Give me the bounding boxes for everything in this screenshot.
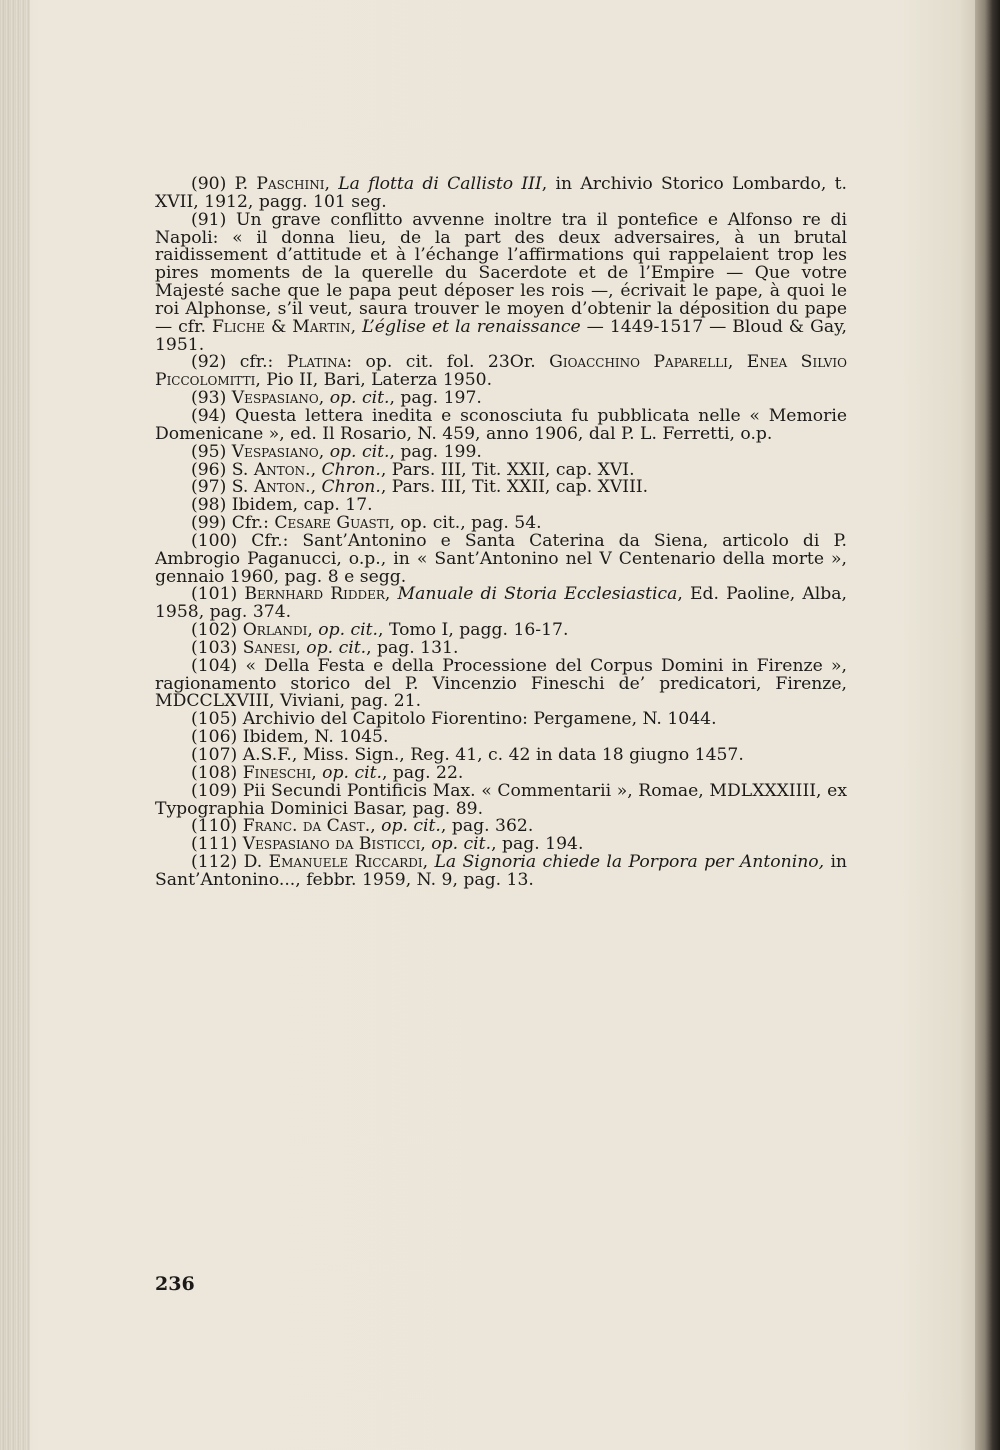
footnote [155, 209, 847, 355]
footnote-text: Fineschi [242, 762, 312, 783]
footnote-text: , [310, 477, 322, 498]
footnote-text: , Pio II, Bari, Laterza 1950. [255, 370, 493, 391]
footnote-text: P. [234, 174, 257, 194]
footnote-text: Emanuele Riccardi [268, 852, 423, 873]
footnote-number: (97) [191, 477, 227, 498]
footnote-text: , [318, 441, 330, 462]
footnote-number: (91) [191, 209, 227, 230]
footnote-text: op. cit. [318, 620, 379, 641]
footnote-number: (94) [191, 405, 227, 426]
footnote-text: , [311, 762, 323, 783]
footnote-number: (111) [191, 834, 238, 855]
footnote-text: , [295, 637, 307, 658]
footnote-text: S. [231, 459, 254, 480]
page-stack-edge [0, 0, 30, 1450]
footnote [155, 405, 847, 444]
footnote-text: Franc. da Cast. [242, 816, 371, 837]
footnote-text: , Pars. III, Tit. XXII, cap. XVIII. [380, 477, 649, 498]
footnote-text: A.S.F., Miss. Sign., Reg. 41, c. 42 in data 18 giugno 1457. [242, 745, 744, 765]
footnote-text: , [307, 620, 319, 641]
footnote-text: op. cit. [381, 816, 441, 837]
footnote-text: Vespasiano [231, 388, 319, 409]
footnote-text: , in Archivio Storico Lombardo, t. XVII, 1912, pagg. 101 seg. [155, 174, 847, 212]
footnote-text: , pag. 22. [381, 762, 464, 783]
footnote-text: Cfr.: Sant’Antonino e Santa Caterina da Siena, articolo di P. Ambrogio Paganucci, o.p., in « Sant’Antonino nel V Centenario della morte », gennaio 1960, pag. 8 e segg. [155, 530, 847, 587]
footnote-text: , [420, 834, 432, 855]
footnote-text: Bernhard Ridder [244, 584, 385, 605]
footnote-text: , pag. 362. [440, 816, 534, 837]
footnote-text: Cfr.: [231, 513, 275, 534]
footnote-text: , [318, 388, 330, 409]
footnote-text: La flotta di Callisto III [338, 174, 542, 194]
footnote-number: (110) [191, 816, 238, 837]
footnote-text: , pag. 194. [491, 834, 584, 855]
footnote [155, 655, 847, 712]
footnote-number: (102) [191, 620, 238, 641]
footnote [155, 586, 847, 622]
footnote-number: (104) [191, 655, 238, 676]
footnote-text: in Sant’Antonino..., febbr. 1959, N. 9, pag. 13. [155, 852, 848, 890]
footnote-number: (99) [191, 513, 227, 534]
footnote [155, 176, 847, 212]
footnote-number: (96) [191, 459, 227, 480]
footnote-text: op. cit. [329, 441, 390, 462]
footnote-text: , [310, 459, 322, 480]
footnote-text: , op. cit., pag. 54. [389, 513, 542, 534]
footnote-text: , [350, 316, 363, 337]
footnote-text: , [422, 852, 435, 873]
binding-shadow [975, 0, 1000, 1450]
footnote-text: Cesare Guasti [274, 513, 390, 534]
footnote-text: Enea Silvio Piccolomitti [155, 352, 847, 391]
page-number: 236 [155, 1273, 195, 1295]
footnote-text: Un grave conflitto avvenne inoltre tra il pontefice e Alfonso re di Napoli: « il donna lieu, de la part des deux adversaires, à un brutal raidissement d’attitude et à l’échange l’affirmations qui rappelaient trop les pires moments de la querelle du Sacerdote et de l’Empire — Que votre Majesté sache que le papa peut déposer les rois —, écrivait le pape, à quoi le roi Alphonse, s’il veut, saura trouver le moyen d’obtenir la déposition du pape — cfr. [155, 209, 847, 337]
footnote-number: (112) [191, 852, 238, 873]
footnote [155, 354, 847, 390]
footnote-number: (98) [191, 495, 227, 516]
footnote-text: Ibidem, N. 1045. [242, 727, 389, 748]
footnote-number: (93) [191, 388, 227, 409]
footnote-text: — 1449-1517 — Bloud & Gay, 1951. [155, 316, 847, 355]
footnote-text: , pag. 131. [366, 637, 459, 658]
footnote-text: Anton. [253, 459, 311, 480]
footnote-text: cfr.: [239, 352, 287, 373]
footnote-number: (90) [191, 174, 227, 194]
footnote-text: Platina [286, 352, 347, 373]
footnote-text: S. [231, 477, 254, 498]
footnote-number: (106) [191, 727, 238, 748]
footnote-text: , pag. 199. [389, 441, 482, 462]
footnote-number: (103) [191, 637, 238, 658]
footnote-text: L’église et la renaissance [362, 316, 581, 337]
footnote-text: Sanesi [242, 637, 296, 658]
footnote-number: (107) [191, 745, 238, 765]
footnote-text: Questa lettera inedita e sconosciuta fu pubblicata nelle « Memorie Domenicane », ed. Il Rosario, N. 459, anno 1906, dal P. L. Ferretti, o.p. [155, 405, 847, 444]
footnote-text: La Signoria chiede la Porpora per Antonino, [434, 852, 825, 873]
footnote-text: Orlandi [242, 620, 308, 641]
footnote-text: Anton. [253, 477, 311, 498]
footnote-text: op. cit. [322, 762, 382, 783]
footnote-text: , [727, 352, 747, 373]
footnote-text: Chron. [321, 477, 381, 498]
footnote-text: op. cit. [306, 637, 367, 658]
footnote-text: Fliche [211, 316, 265, 337]
footnote-text: , Pars. III, Tit. XXII, cap. XVI. [380, 459, 635, 480]
footnote-text: « Della Festa e della Processione del Corpus Domini in Firenze », ragionamento storico del P. Vincenzio Fineschi de’ predicatori, Firenze, MDCCLXVIII, Viviani, pag. 21. [155, 655, 847, 712]
footnote-number: (101) [191, 584, 238, 605]
footnote-text: Paschini [256, 174, 325, 194]
footnote-text: , [384, 584, 398, 605]
footnotes-block [155, 176, 847, 890]
footnote-text: D. [243, 852, 269, 873]
footnote-number: (95) [191, 441, 227, 462]
footnote-text: Vespasiano da Bisticci [242, 834, 421, 855]
footnote-text: Vespasiano [231, 441, 319, 462]
footnote-text: , [324, 174, 339, 194]
footnote-number: (109) [191, 780, 238, 801]
footnote-number: (92) [191, 352, 227, 373]
footnote-number: (100) [191, 530, 238, 551]
footnote-text: , pag. 197. [389, 388, 482, 409]
footnote-text: Pii Secundi Pontificis Max. « Commentarii », Romae, MDLXXXIIII, ex Typographia Dominici Basar, pag. 89. [155, 780, 848, 819]
footnote-text: : op. cit. fol. 23Or. [346, 352, 550, 373]
footnote-text: , Ed. Paoline, Alba, 1958, pag. 374. [155, 584, 847, 623]
footnote [155, 530, 847, 587]
footnote-text: Gioacchino Paparelli [549, 352, 728, 373]
footnote-text: op. cit. [431, 834, 492, 855]
footnote-text: , Tomo I, pagg. 16-17. [378, 620, 569, 641]
footnote-text: Archivio del Capitolo Fiorentino: Pergamene, N. 1044. [242, 709, 717, 730]
footnote [155, 854, 847, 890]
footnote-number: (105) [191, 709, 238, 730]
footnote-number: (108) [191, 762, 238, 783]
footnote-text: Chron. [321, 459, 381, 480]
footnote-text: Manuale di Storia Ecclesiastica [397, 584, 678, 605]
footnote-text: & [264, 316, 293, 337]
footnote-text: Ibidem, cap. 17. [231, 495, 373, 516]
footnote-text: op. cit. [329, 388, 390, 409]
footnote-text: Martin [292, 316, 351, 337]
footnote-text: , [370, 816, 382, 837]
footnote [155, 780, 848, 819]
